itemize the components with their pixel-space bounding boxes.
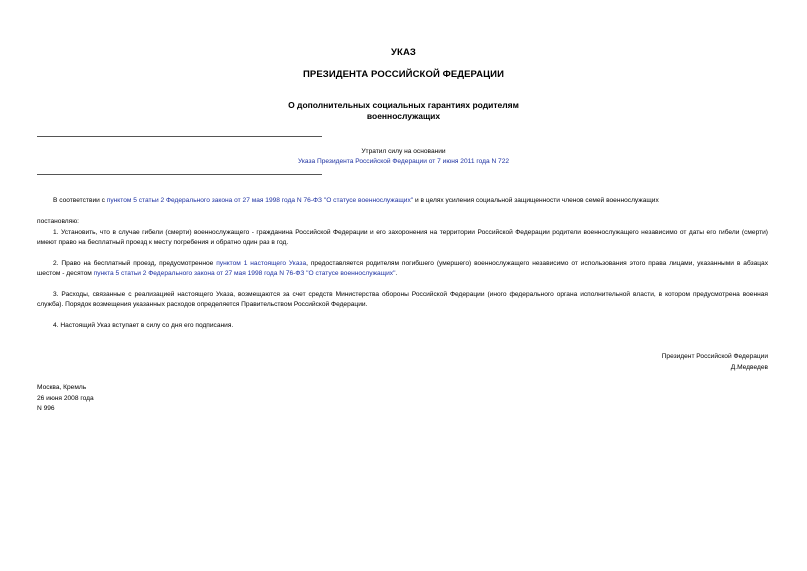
divider-bottom <box>37 174 322 175</box>
document-subject <box>0 100 807 122</box>
item-2-text-b: , предоставляется родителям погибшего (умершего) военнослужащего независимо от использования этого права лицами, указанными в абзацах шестом - десятом <box>37 260 769 278</box>
subject-line-1: О дополнительных социальных гарантиях родителям <box>288 100 519 110</box>
item-4: 4. Настоящий Указ вступает в силу со дня его подписания. <box>53 322 234 329</box>
signature-position: Президент Российской Федерации <box>661 353 768 360</box>
status-link[interactable]: Указа Президента Российской Федерации от 7 июня 2011 года N 722 <box>297 158 510 165</box>
intro-text-before: В соответствии с <box>53 197 107 204</box>
item-2 <box>37 259 768 279</box>
item-3: 3. Расходы, связанные с реализацией настоящего Указа, возмещаются за счет средств Министерства обороны Российской Федерации (иного федерального органа исполнительной власти, в котором предусмотрена военная служба). Порядок возмещения указанных расходов определяется Правительством Российской Федерации. <box>37 291 768 309</box>
footer-place: Москва, Кремль <box>37 384 87 391</box>
item-2-link-1[interactable]: пунктом 1 настоящего Указа <box>216 260 307 267</box>
decree-title: УКАЗ <box>391 47 416 58</box>
item-2-link-2[interactable]: пункта 5 статьи 2 Федерального закона от 27 мая 1998 года N 76-ФЗ "О статусе военнослужащих" <box>93 270 396 278</box>
intro-text-after: и в целях усиления социальной защищенности членов семей военнослужащих <box>413 197 659 204</box>
signature-block <box>468 352 768 373</box>
footer-number: N 996 <box>37 405 55 412</box>
footer-block <box>37 383 94 415</box>
footer-date: 26 июня 2008 года <box>37 394 94 402</box>
intro-law-link[interactable]: пунктом 5 статьи 2 Федерального закона от 27 мая 1998 года N 76-ФЗ "О статусе военнослужащих" <box>106 197 414 204</box>
subject-line-2: военнослужащих <box>366 111 441 121</box>
intro-paragraph <box>37 196 768 206</box>
status-note <box>0 147 807 167</box>
divider-top <box>37 136 322 137</box>
status-text: Утратил силу на основании <box>361 148 446 155</box>
decree-word: постановляю: <box>37 218 80 225</box>
issuer-title: ПРЕЗИДЕНТА РОССИЙСКОЙ ФЕДЕРАЦИИ <box>302 69 505 80</box>
item-2-text-a: 2. Право на бесплатный проезд, предусмотренное <box>53 260 217 267</box>
item-1: 1. Установить, что в случае гибели (смерти) военнослужащего - гражданина Российской Федерации и его захоронения на территории Российской Федерации родители военнослужащего независимо от даты его гибели (смерти) имеют право на бесплатный проезд к месту погребения и обратно один раз в год. <box>37 229 768 247</box>
item-2-text-c: . <box>395 270 398 278</box>
signature-name: Д.Медведев <box>730 363 768 371</box>
